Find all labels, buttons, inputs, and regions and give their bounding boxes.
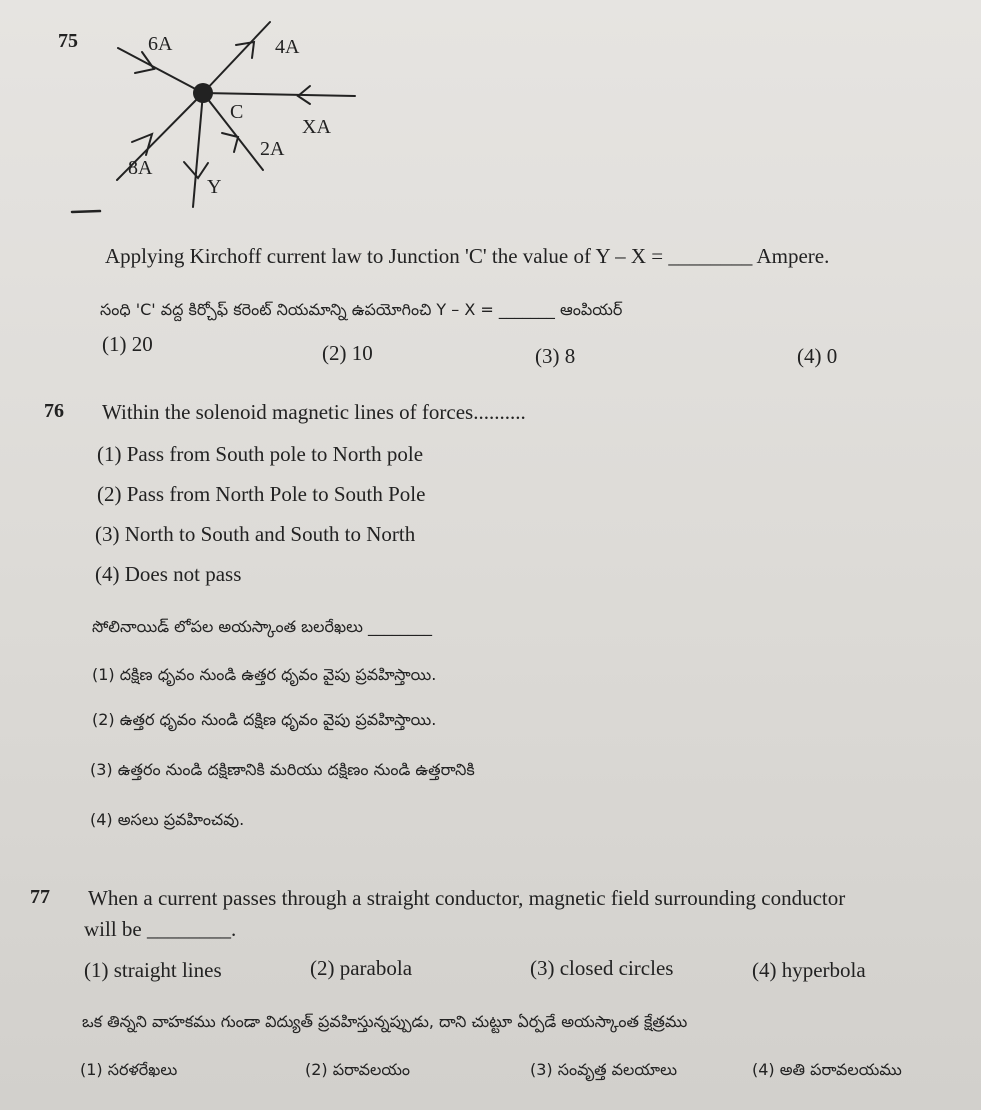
q75-option-1[interactable]: (1) 20	[102, 332, 153, 356]
question-77-text-te: ఒక తిన్నని వాహకము గుండా విద్యుత్ ప్రవహిస్తున్నప్పుడు, దాని చుట్టూ ఏర్పడే అయస్కాంత క్షేత్రము	[82, 1012, 688, 1031]
label-4a: 4A	[275, 36, 300, 58]
question-77-text-en-line2: will be ________.	[84, 917, 237, 941]
branch-y-wire	[193, 93, 203, 207]
junction-c-node	[193, 83, 213, 103]
q77-option-1-en[interactable]: (1) straight lines	[84, 958, 222, 982]
question-75-number: 75	[58, 30, 78, 52]
question-75-text-te: సంధి 'C' వద్ద కిర్చోఫ్ కరెంట్ నియమాన్ని ఉపయోగించి Y – X = _______ ఆంపియర్	[100, 300, 623, 319]
question-75-text-en: Applying Kirchoff current law to Junction 'C' the value of Y – X = ________ Ampere.	[105, 244, 830, 268]
question-76-number: 76	[44, 400, 64, 422]
question-77-text-en-line1: When a current passes through a straight conductor, magnetic field surrounding conductor	[88, 886, 846, 910]
q76-option-4-en[interactable]: (4) Does not pass	[95, 562, 242, 586]
q77-option-4-te[interactable]: (4) అతి పరావలయము	[752, 1060, 902, 1079]
q76-option-1-te[interactable]: (1) దక్షిణ ధృవం నుండి ఉత్తర ధృవం వైపు ప్రవహిస్తాయి.	[92, 665, 437, 684]
question-77-number: 77	[30, 886, 50, 908]
kirchhoff-junction-diagram	[0, 0, 400, 230]
q77-option-2-en[interactable]: (2) parabola	[310, 956, 413, 980]
arrow-2a-icon	[222, 133, 238, 152]
q76-option-4-te[interactable]: (4) అసలు ప్రవహించవు.	[90, 810, 245, 829]
branch-xa-wire	[203, 93, 355, 96]
q75-option-3[interactable]: (3) 8	[535, 344, 576, 368]
q76-option-3-en[interactable]: (3) North to South and South to North	[95, 522, 416, 546]
branch-4a-wire	[203, 22, 270, 93]
arrow-8a-icon	[132, 134, 152, 155]
q77-option-4-en[interactable]: (4) hyperbola	[752, 958, 866, 982]
label-c: C	[230, 101, 244, 123]
label-xa: XA	[302, 116, 331, 138]
q76-option-3-te[interactable]: (3) ఉత్తరం నుండి దక్షిణానికి మరియు దక్షిణం నుండి ఉత్తరానికి	[90, 760, 475, 779]
label-y: Y	[207, 176, 222, 198]
question-76-text-en: Within the solenoid magnetic lines of forces..........	[102, 400, 526, 424]
q76-option-2-en[interactable]: (2) Pass from North Pole to South Pole	[97, 482, 426, 506]
q76-option-2-te[interactable]: (2) ఉత్తర ధృవం నుండి దక్షిణ ధృవం వైపు ప్రవహిస్తాయి.	[92, 710, 437, 729]
label-6a: 6A	[148, 33, 173, 55]
q77-option-3-en[interactable]: (3) closed circles	[530, 956, 674, 980]
stray-mark	[72, 211, 100, 212]
q75-option-4[interactable]: (4) 0	[797, 344, 838, 368]
label-8a: 8A	[128, 157, 153, 179]
q77-option-2-te[interactable]: (2) పరావలయం	[305, 1060, 411, 1079]
q75-option-2[interactable]: (2) 10	[322, 341, 373, 365]
label-2a: 2A	[260, 138, 285, 160]
q77-option-1-te[interactable]: (1) సరళరేఖలు	[80, 1060, 178, 1079]
q77-option-3-te[interactable]: (3) సంవృత్త వలయాలు	[530, 1060, 677, 1079]
question-76-text-te: సోలినాయిడ్ లోపల అయస్కాంత బలరేఖలు ________	[92, 617, 433, 636]
q76-option-1-en[interactable]: (1) Pass from South pole to North pole	[97, 442, 424, 466]
